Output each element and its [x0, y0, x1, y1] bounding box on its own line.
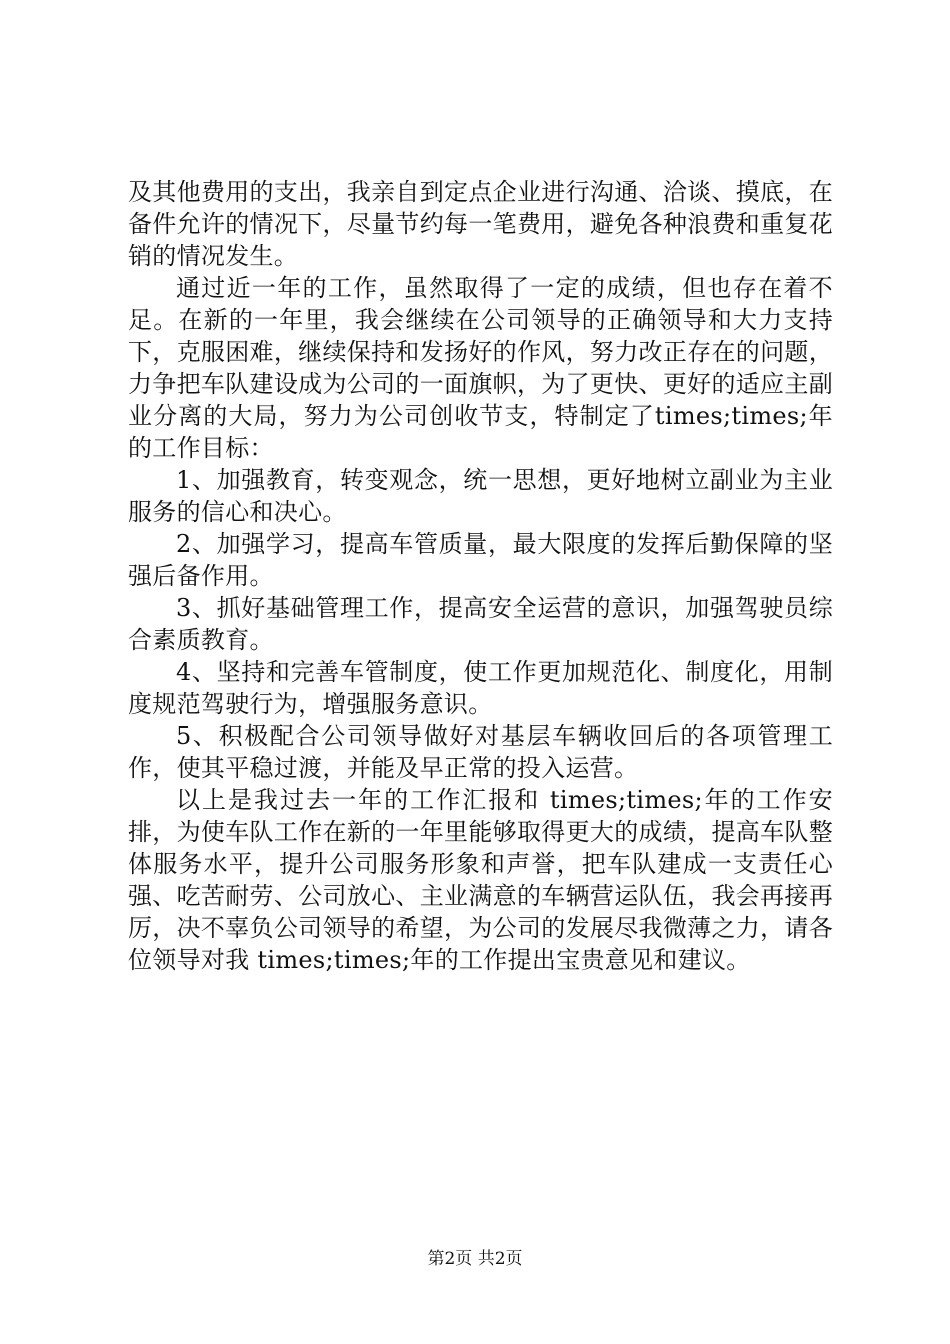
- goal-item-5: 5、积极配合公司领导做好对基层车辆收回后的各项管理工作，使其平稳过渡，并能及早正常的投入运营。: [128, 722, 833, 782]
- goal-item-3: 3、抓好基础管理工作，提高安全运营的意识，加强驾驶员综合素质教育。: [128, 594, 833, 654]
- document-body: [128, 176, 833, 976]
- goal-item-4: 4、坚持和完善车管制度，使工作更加规范化、制度化，用制度规范驾驶行为，增强服务意识。: [128, 658, 833, 718]
- paragraph-continued: 及其他费用的支出，我亲自到定点企业进行沟通、洽谈、摸底，在备件允许的情况下，尽量节约每一笔费用，避免各种浪费和重复花销的情况发生。: [128, 178, 833, 270]
- goal-item-2: 2、加强学习，提高车管质量，最大限度的发挥后勤保障的坚强后备作用。: [128, 530, 833, 590]
- page-footer: 第2页 共2页: [427, 1249, 523, 1269]
- goal-item-1: 1、加强教育，转变观念，统一思想，更好地树立副业为主业服务的信心和决心。: [128, 466, 833, 526]
- paragraph-summary: 通过近一年的工作，虽然取得了一定的成绩，但也存在着不足。在新的一年里，我会继续在公司领导的正确领导和大力支持下，克服困难，继续保持和发扬好的作风，努力改正存在的问题，力争把车队建设成为公司的一面旗帜，为了更快、更好的适应主副业分离的大局，努力为公司创收节支，特制定了times;times;年的工作目标：: [128, 274, 833, 462]
- paragraph-conclusion: 以上是我过去一年的工作汇报和 times;times;年的工作安排，为使车队工作在新的一年里能够取得更大的成绩，提高车队整体服务水平，提升公司服务形象和声誉，把车队建成一支责任心强、吃苦耐劳、公司放心、主业满意的车辆营运队伍，我会再接再厉，决不辜负公司领导的希望，为公司的发展尽我微薄之力，请各位领导对我 times;times;年的工作提出宝贵意见和建议。: [128, 786, 833, 974]
